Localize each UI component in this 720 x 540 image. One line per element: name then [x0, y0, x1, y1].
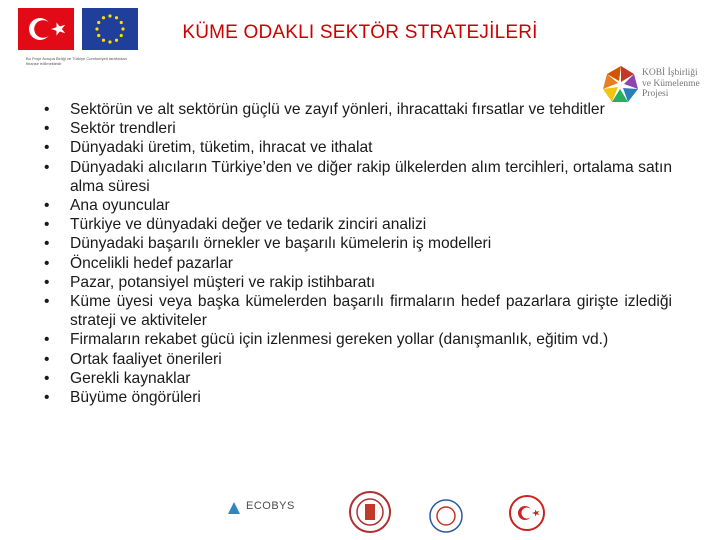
bullet-icon: • [44, 158, 50, 176]
list-item: • Büyüme öngörüleri [44, 389, 201, 407]
eu-star-icon [108, 40, 111, 43]
ministry-emblem-icon [508, 494, 546, 532]
bullet-icon: • [44, 197, 50, 215]
bullet-icon: • [44, 273, 50, 291]
kobi-logo-text [642, 68, 712, 100]
flag-caption: Bu Proje Avrupa Birliği ve Türkiye Cumhuriyeti tarafından finanse edilmektedir [26, 56, 127, 66]
list-item: • Pazar, potansiyel müşteri ve rakip istihbaratı [44, 273, 376, 291]
eu-star-icon [97, 34, 100, 37]
eu-star-icon [121, 27, 124, 30]
bullet-icon: • [44, 254, 50, 272]
list-item: • Dünyadaki alıcıların Türkiye’den ve diğer rakip ülkelerden alım tercihleri, ortalama satın alma süresi [44, 158, 672, 195]
eu-star-icon [102, 16, 105, 19]
eu-star-icon [102, 39, 105, 42]
bullet-icon: • [44, 120, 50, 138]
eu-star-icon [115, 39, 118, 42]
bullet-list [44, 100, 672, 407]
turkish-flag-icon [18, 8, 74, 50]
kobi-logo-line: ve Kümelenme [642, 78, 700, 89]
list-item: • Sektörün ve alt sektörün güçlü ve zayıf yönleri, ihracattaki fırsatlar ve tehditler [44, 101, 605, 118]
bullet-icon: • [44, 293, 50, 311]
list-item: • Türkiye ve dünyadaki değer ve tedarik zinciri analizi [44, 216, 427, 234]
bullet-icon: • [44, 389, 50, 407]
bullet-icon: • [44, 350, 50, 368]
list-item: • Ana oyuncular [44, 197, 170, 215]
eu-star-icon [115, 16, 118, 19]
bullet-icon: • [44, 331, 50, 349]
list-item: • Ortak faaliyet önerileri [44, 350, 222, 368]
institution-seal-icon [428, 498, 464, 534]
list-item: • Küme üyesi veya başka kümelerden başarılı firmaların hedef pazarlara girişte izlediği strateji ve aktiviteler [44, 293, 672, 330]
eu-star-icon [108, 14, 111, 17]
bullet-icon: • [44, 101, 50, 118]
kobi-logo-line: Projesi [642, 89, 669, 99]
bullet-icon: • [44, 216, 50, 234]
kobi-logo-line: KOBİ İşbirliği [642, 68, 698, 78]
bullet-icon: • [44, 369, 50, 387]
page-title: KÜME ODAKLI SEKTÖR STRATEJİLERİ [182, 22, 538, 43]
list-item: • Dünyadaki üretim, tüketim, ihracat ve ithalat [44, 139, 373, 157]
list-item: • Dünyadaki başarılı örnekler ve başarılı kümelerin iş modelleri [44, 235, 492, 253]
eu-star-icon [95, 27, 98, 30]
eu-flag-icon [82, 8, 138, 50]
list-item: • Firmaların rekabet gücü için izlenmesi gereken yollar (danışmanlık, eğitim vd.) [44, 331, 609, 349]
eu-star-icon [97, 21, 100, 24]
ecobys-logo-text: ECOBYS [246, 500, 295, 512]
bullet-icon: • [44, 139, 50, 157]
eu-star-icon [120, 21, 123, 24]
list-item: • Gerekli kaynaklar [44, 369, 191, 387]
eu-star-icon [120, 34, 123, 37]
bullet-icon: • [44, 235, 50, 253]
list-item: • Öncelikli hedef pazarlar [44, 254, 233, 272]
ministry-seal-icon [348, 490, 392, 534]
list-item: • Sektör trendleri [44, 120, 176, 138]
